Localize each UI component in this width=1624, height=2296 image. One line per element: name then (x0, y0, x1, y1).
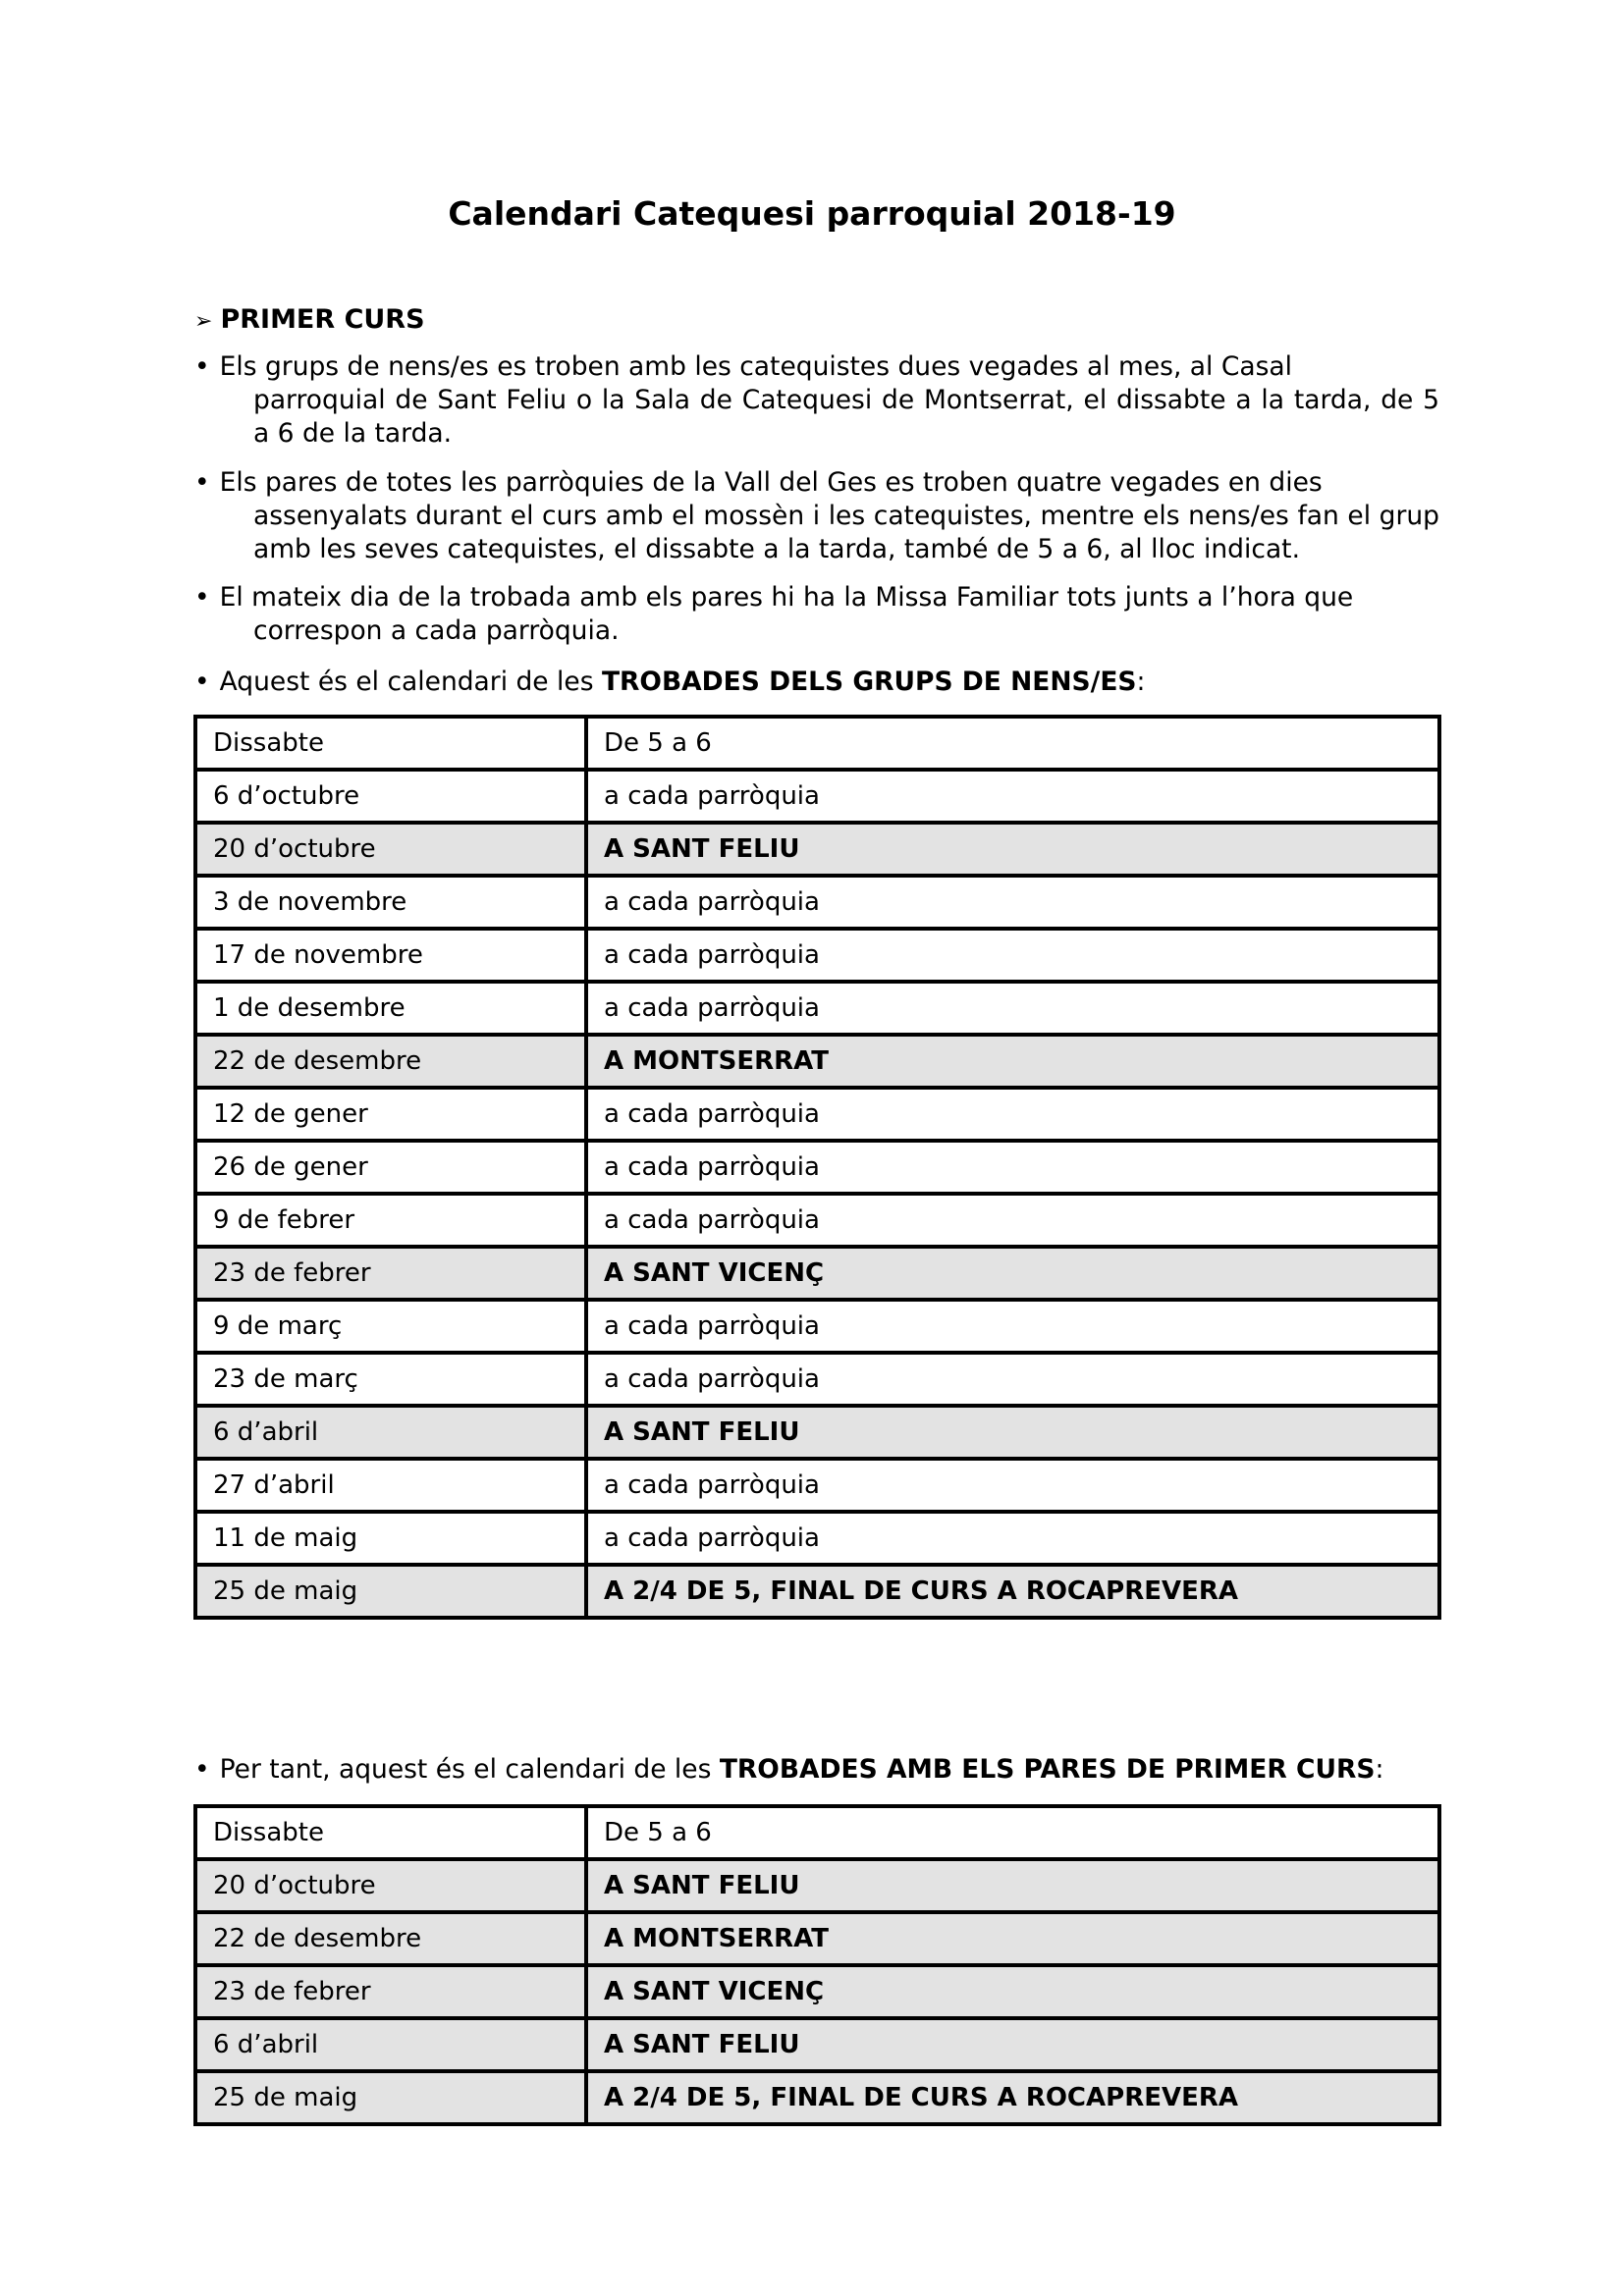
location-cell: A SANT VICENÇ (586, 1247, 1439, 1300)
paragraph-text: El mateix dia de la trobada amb els pares hi ha la Missa Familiar tots junts a l’hora que (219, 582, 1354, 613)
table-row (195, 876, 1439, 929)
paragraph-text: parroquial de Sant Feliu o la Sala de Catequesi de Montserrat, el dissabte a la tarda, de 5 a 6 de la tarda. (253, 385, 1439, 449)
table-row (195, 1565, 1439, 1618)
intro-bold: TROBADES AMB ELS PARES DE PRIMER CURS (719, 1754, 1376, 1785)
date-cell: 9 de març (195, 1300, 586, 1353)
table-row (195, 1406, 1439, 1459)
date-cell: 23 de març (195, 1353, 586, 1406)
table-row (195, 1459, 1439, 1512)
table-row (195, 1300, 1439, 1353)
date-cell: 27 d’abril (195, 1459, 586, 1512)
intro-text: Per tant, aquest és el calendari de les (219, 1754, 720, 1785)
location-cell: a cada parròquia (586, 1353, 1439, 1406)
date-cell: 20 d’octubre (195, 823, 586, 876)
table-row (195, 2018, 1439, 2071)
location-cell: a cada parròquia (586, 1141, 1439, 1194)
date-cell: 6 d’abril (195, 1406, 586, 1459)
bullet-icon: • (194, 351, 210, 382)
table-row (195, 770, 1439, 823)
date-cell: 25 de maig (195, 2071, 586, 2124)
table-row (195, 1353, 1439, 1406)
location-cell: A MONTSERRAT (586, 1035, 1439, 1088)
date-cell: 6 d’abril (195, 2018, 586, 2071)
date-cell: 12 de gener (195, 1088, 586, 1141)
table-row (195, 1247, 1439, 1300)
table-row (195, 823, 1439, 876)
table-row (195, 1035, 1439, 1088)
table-row (195, 1194, 1439, 1247)
location-cell: a cada parròquia (586, 1512, 1439, 1565)
location-cell: A SANT FELIU (586, 1406, 1439, 1459)
location-cell: A SANT VICENÇ (586, 1965, 1439, 2018)
table-row (195, 2071, 1439, 2124)
bullet-icon: • (194, 582, 210, 613)
location-cell: a cada parròquia (586, 1088, 1439, 1141)
location-cell: a cada parròquia (586, 876, 1439, 929)
location-cell: a cada parròquia (586, 982, 1439, 1035)
bullet-icon: • (194, 667, 210, 697)
bullet-icon: • (194, 1754, 210, 1785)
intro-end: : (1136, 667, 1146, 697)
intro-bold: TROBADES DELS GRUPS DE NENS/ES (601, 667, 1137, 697)
parents-calendar-table (193, 1804, 1441, 2126)
date-cell: Dissabte (195, 1806, 586, 1859)
table-header-row (195, 1806, 1439, 1859)
section-heading (194, 304, 425, 335)
location-cell: a cada parròquia (586, 1300, 1439, 1353)
intro-table1 (194, 666, 1439, 699)
bullet-icon: • (194, 467, 210, 498)
table-row (195, 982, 1439, 1035)
date-cell: 9 de febrer (195, 1194, 586, 1247)
date-cell: 11 de maig (195, 1512, 586, 1565)
date-cell: Dissabte (195, 717, 586, 770)
intro-end: : (1375, 1754, 1384, 1785)
page-title: Calendari Catequesi parroquial 2018-19 (448, 194, 1176, 233)
arrow-bullet-icon: ➢ (194, 309, 213, 334)
paragraph-text: assenyalats durant el curs amb el mossèn i les catequistes, mentre els nens/es fan el grup amb les seves catequistes, el dissabte a la tarda, també de 5 a 6, al lloc indicat. (253, 501, 1439, 564)
date-cell: 22 de desembre (195, 1035, 586, 1088)
date-cell: 3 de novembre (195, 876, 586, 929)
date-cell: 23 de febrer (195, 1247, 586, 1300)
location-cell: A SANT FELIU (586, 1859, 1439, 1912)
groups-calendar-table (193, 715, 1441, 1620)
table-header-row (195, 717, 1439, 770)
location-cell: A SANT FELIU (586, 823, 1439, 876)
location-cell: A MONTSERRAT (586, 1912, 1439, 1965)
intro-table2 (194, 1753, 1439, 1787)
table-row (195, 1088, 1439, 1141)
paragraph-2 (194, 466, 1439, 566)
date-cell: 25 de maig (195, 1565, 586, 1618)
location-cell: De 5 a 6 (586, 717, 1439, 770)
section-label: PRIMER CURS (220, 304, 425, 335)
table-row (195, 1859, 1439, 1912)
location-cell: A 2/4 DE 5, FINAL DE CURS A ROCAPREVERA (586, 1565, 1439, 1618)
paragraph-text: Els grups de nens/es es troben amb les catequistes dues vegades al mes, al Casal (219, 351, 1292, 382)
table-row (195, 1141, 1439, 1194)
location-cell: A SANT FELIU (586, 2018, 1439, 2071)
date-cell: 23 de febrer (195, 1965, 586, 2018)
location-cell: a cada parròquia (586, 929, 1439, 982)
paragraph-1 (194, 350, 1439, 451)
paragraph-text: correspon a cada parròquia. (253, 615, 620, 646)
date-cell: 26 de gener (195, 1141, 586, 1194)
paragraph-text: Els pares de totes les parròquies de la Vall del Ges es troben quatre vegades en dies (219, 467, 1323, 498)
location-cell: A 2/4 DE 5, FINAL DE CURS A ROCAPREVERA (586, 2071, 1439, 2124)
table-row (195, 1912, 1439, 1965)
paragraph-3 (194, 581, 1439, 648)
location-cell: a cada parròquia (586, 1459, 1439, 1512)
location-cell: De 5 a 6 (586, 1806, 1439, 1859)
date-cell: 17 de novembre (195, 929, 586, 982)
location-cell: a cada parròquia (586, 770, 1439, 823)
date-cell: 1 de desembre (195, 982, 586, 1035)
date-cell: 20 d’octubre (195, 1859, 586, 1912)
table-row (195, 1965, 1439, 2018)
date-cell: 6 d’octubre (195, 770, 586, 823)
intro-text: Aquest és el calendari de les (219, 667, 602, 697)
date-cell: 22 de desembre (195, 1912, 586, 1965)
location-cell: a cada parròquia (586, 1194, 1439, 1247)
table-row (195, 929, 1439, 982)
table-row (195, 1512, 1439, 1565)
